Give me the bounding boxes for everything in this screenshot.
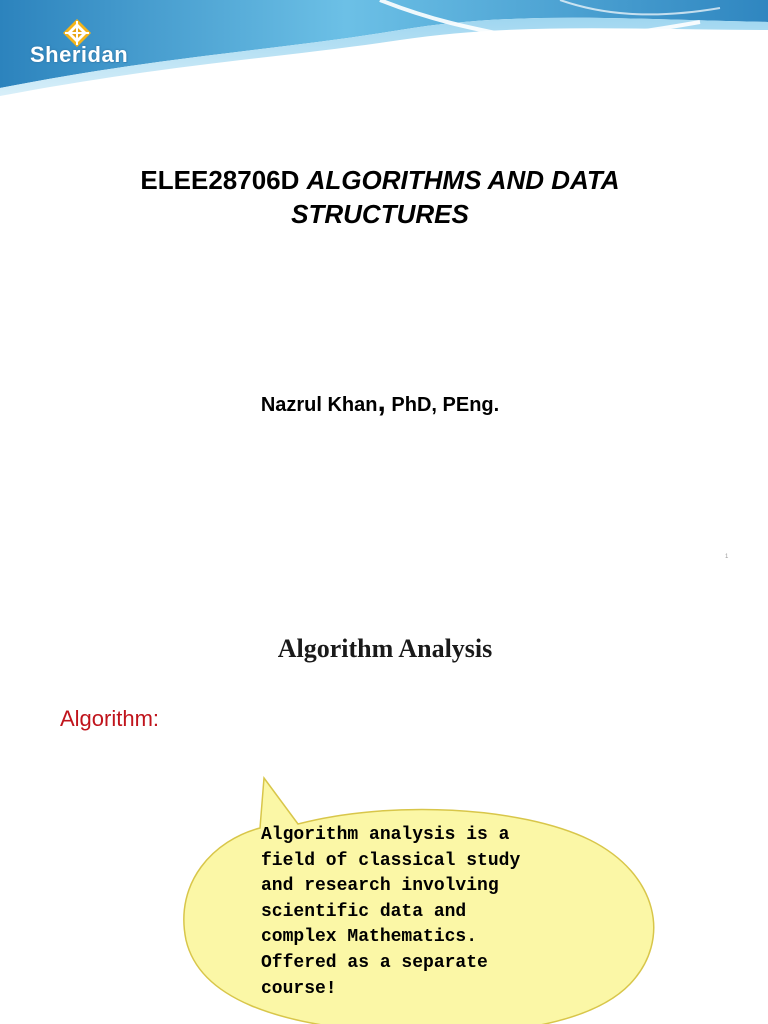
course-code: ELEE28706D	[140, 165, 300, 195]
course-title	[60, 163, 700, 231]
author-credentials: PhD, PEng.	[385, 394, 500, 416]
callout-line: course!	[261, 978, 337, 999]
author-name: Nazrul Khan	[260, 394, 378, 416]
author-comma: ,	[377, 385, 386, 418]
algorithm-label: Algorithm:	[60, 706, 160, 731]
author-line	[60, 385, 700, 418]
section-title: Algorithm Analysis	[277, 634, 493, 663]
callout-line: complex Mathematics.	[261, 927, 478, 948]
callout-text	[261, 823, 591, 1002]
course-name: ALGORITHMS AND DATA STRUCTURES	[291, 165, 620, 229]
sheridan-logo	[30, 18, 150, 78]
callout-line: and research involving	[261, 876, 499, 897]
callout-line: Algorithm analysis is a	[261, 825, 510, 845]
slide-number: 1	[725, 554, 729, 560]
logo-text: Sheridan	[30, 42, 129, 67]
callout-line: scientific data and	[261, 901, 467, 922]
callout-line: field of classical study	[261, 850, 521, 871]
callout-line: Offered as a separate	[261, 952, 488, 973]
